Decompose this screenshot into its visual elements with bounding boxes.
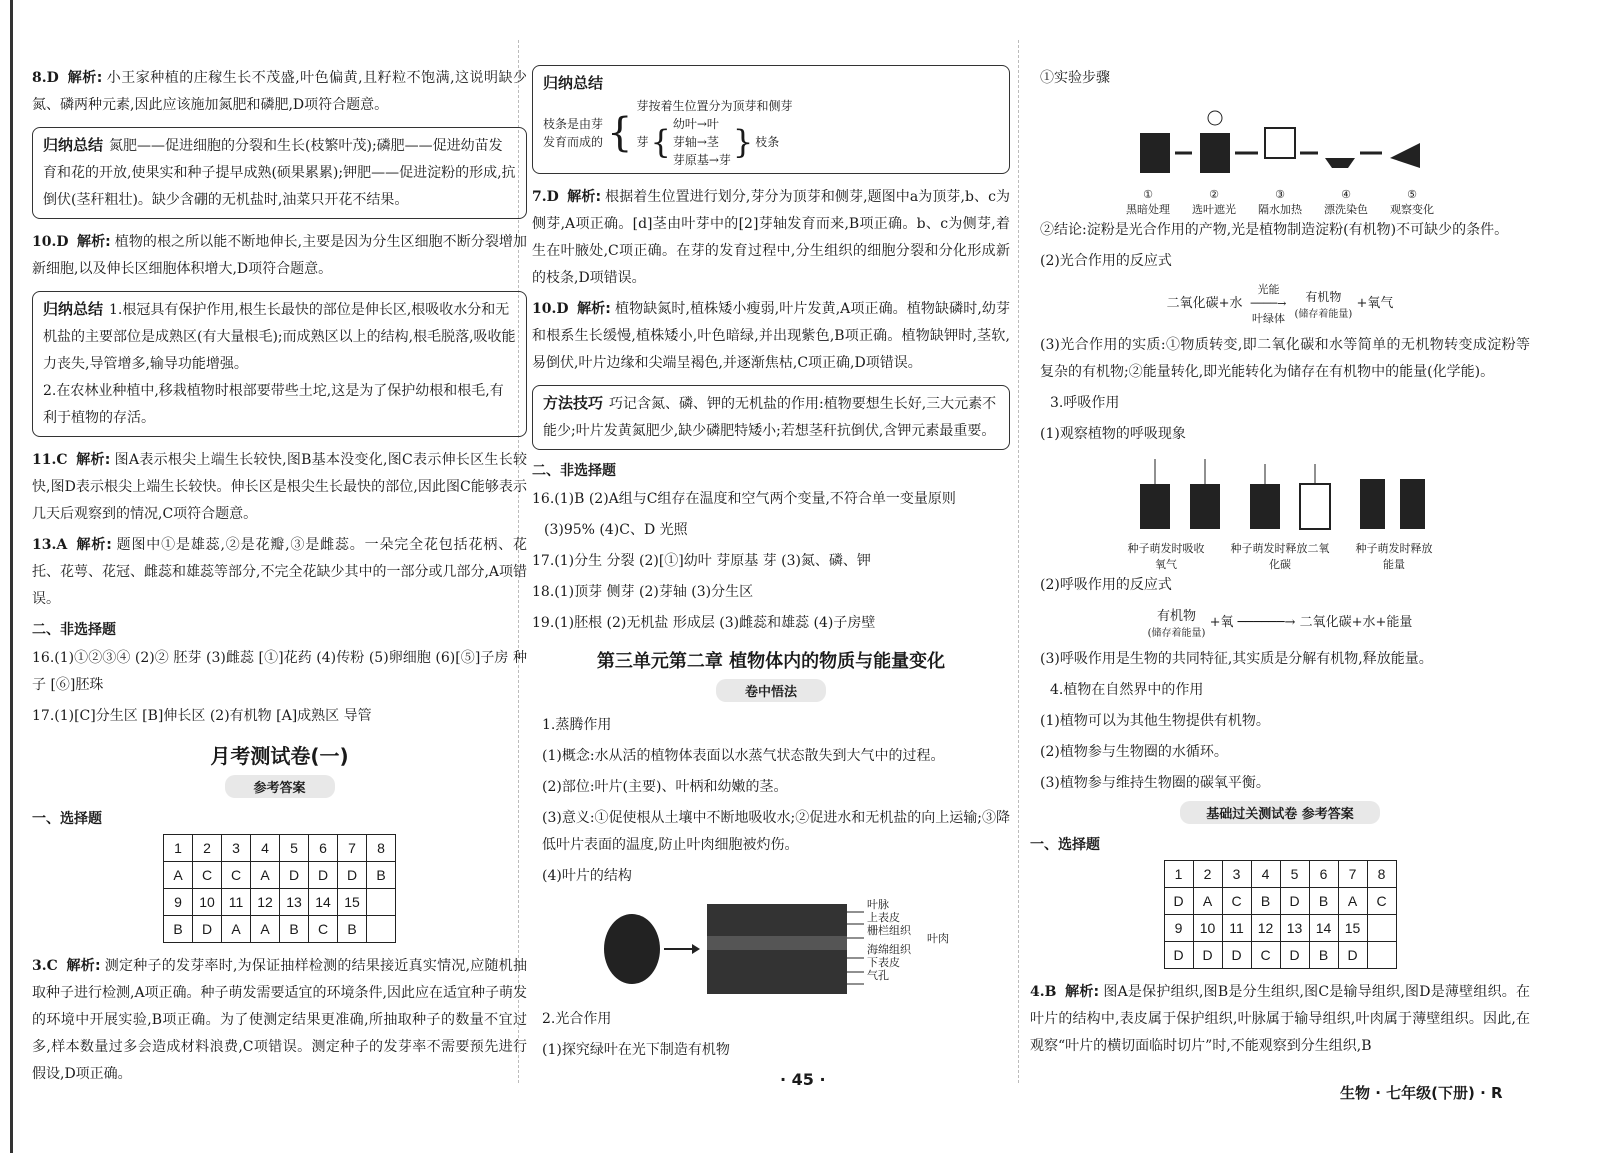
answer-q8: 8.D 解析: 小王家种植的庄稼生长不茂盛,叶色偏黄,且籽粒不饱满,这说明缺少氮、磷两种元素,因此应该施加氮肥和磷肥,D项符合题意。 bbox=[32, 70, 527, 113]
topic-line: (4)叶片的结构 bbox=[542, 868, 632, 884]
topic-line: (1)植物可以为其他生物提供有机物。 bbox=[1040, 713, 1270, 729]
binding-edge bbox=[10, 0, 13, 1153]
conclusion: ②结论:淀粉是光合作用的产物,光是植物制造淀粉(有机物)不可缺少的条件。 bbox=[1040, 222, 1509, 238]
column-2 bbox=[532, 65, 1010, 1068]
answer-17: 17.(1)[C]分生区 [B]伸长区 (2)有机物 [A]成熟区 导管 bbox=[32, 708, 372, 724]
leaf-labels: 叶脉 上表皮 栅栏组织 海绵组织 下表皮 气孔 bbox=[867, 898, 911, 982]
column-3 bbox=[1030, 65, 1530, 1064]
section-heading: 二、非选择题 bbox=[532, 463, 616, 479]
plant-pot bbox=[1200, 133, 1230, 173]
page-number: · 45 · bbox=[780, 1070, 826, 1089]
answer-17: 17.(1)分生 分裂 (2)[①]幼叶 芽原基 芽 (3)氮、磷、钾 bbox=[532, 553, 871, 569]
column-1 bbox=[32, 65, 527, 1092]
method-banner: 卷中悟法 bbox=[716, 679, 826, 702]
answer-banner: 基础过关测试卷 参考答案 bbox=[1180, 801, 1380, 824]
answer-table: 1 2 3 4 5 6 7 8 A C C A D D D B 9 10 11 12 13 14 15 B D A A B C B bbox=[163, 834, 396, 943]
answer-q4: 4.B 解析: 图A是保护组织,图B是分生组织,图C是输导组织,图D是薄壁组织。在叶片的结构中,表皮属于保护组织,叶脉属于输导组织,叶肉属于薄壁组织。因此,在观察“叶片的横切面临时切片”时,不能观察到分生组织,B bbox=[1030, 984, 1531, 1054]
jar bbox=[1140, 484, 1170, 529]
beaker bbox=[1265, 128, 1295, 158]
topic-line: (2)光合作用的反应式 bbox=[1040, 253, 1172, 269]
sun-icon bbox=[1208, 111, 1222, 125]
answer-q10: 10.D 解析: 植物缺氮时,植株矮小瘦弱,叶片发黄,A项正确。植物缺磷时,幼芽和根系生长缓慢,植株矮小,叶色暗绿,并出现紫色,B项正确。植物缺钾时,茎软,易倒伏,叶片边缘和尖端呈褐色,并逐渐焦枯,C项正确,D项错误。 bbox=[532, 301, 1010, 371]
answer-q10: 10.D 解析: 植物的根之所以能不断地伸长,主要是因为分生区细胞不断分裂增加新细胞,以及伸长区细胞体积增大,D项符合题意。 bbox=[32, 234, 527, 277]
experiment-steps-diagram bbox=[1120, 98, 1440, 188]
exam-title: 月考测试卷(一) bbox=[210, 744, 349, 768]
topic-line: (3)呼吸作用是生物的共同特征,其实质是分解有机物,释放能量。 bbox=[1040, 651, 1433, 667]
topic-line: (3)意义:①促使根从土壤中不断地吸收水;②促进水和无机盐的向上运输;③降低叶片表面的温度,防止叶肉细胞被灼伤。 bbox=[542, 810, 1010, 853]
topic-line: (1)探究绿叶在光下制造有机物 bbox=[542, 1042, 730, 1058]
respiration-diagram bbox=[1120, 454, 1440, 534]
leaf-shape bbox=[604, 914, 660, 984]
answer-q13: 13.A 解析: 题图中①是雄蕊,②是花瓣,③是雌蕊。一朵完全花包括花柄、花托、花萼、花冠、雌蕊和雄蕊等部分,不完全花缺少其中的一部分或几部分,A项错误。 bbox=[32, 537, 528, 607]
answer-q3: 3.C 解析: 测定种子的发芽率时,为保证抽样检测的结果接近真实情况,应随机抽取种子进行检测,A项正确。种子萌发需要适宜的环境条件,因此应在适宜种子萌发的环境中开展实验,B项正确。为了使测定结果更准确,所抽取种子的数量不宜过多,样本数量过多会造成材料浪费,C项错误。测定种子的发芽率不需要预先进行假设,D项正确。 bbox=[32, 958, 528, 1082]
answer-18: 18.(1)顶芽 侧芽 (2)芽轴 (3)分生区 bbox=[532, 584, 754, 600]
jar bbox=[1190, 484, 1220, 529]
section-heading: 一、选择题 bbox=[1030, 837, 1100, 853]
brace: { bbox=[607, 110, 633, 156]
mesophyll-label: 叶肉 bbox=[927, 932, 949, 945]
jar bbox=[1250, 484, 1280, 529]
bud-structure: 芽按着生位置分为顶芽和侧芽 芽 { 幼叶→叶 芽轴→茎 芽原基→芽 } 枝条 bbox=[636, 99, 793, 167]
leaf-result bbox=[1390, 143, 1420, 168]
chapter-title: 第三单元第二章 植物体内的物质与能量变化 bbox=[596, 651, 946, 672]
topic-line: (2)呼吸作用的反应式 bbox=[1040, 577, 1172, 593]
column-divider bbox=[1018, 40, 1019, 1083]
method-box: 方法技巧 巧记含氮、磷、钾的无机盐的作用:植物要想生长好,三大元素不能少;叶片发黄氮肥少,缺少磷肥特矮小;若想茎秆抗倒伏,含钾元素最重要。 bbox=[532, 385, 1010, 450]
answer-16-cont: (3)95% (4)C、D 光照 bbox=[544, 522, 688, 538]
summary-box: 归纳总结 1.根冠具有保护作用,根生长最快的部位是伸长区,根吸收水分和无机盐的主要部位是成熟区(有大量根毛);而成熟区以上的结构,根毛脱落,吸收能力丧失,导管增多,输导功能增强。 2.在农林业种植中,移栽植物时根部要带些土坨,这是为了保护幼根和根毛,有利于植物的存活。 bbox=[32, 291, 527, 437]
summary-box: 归纳总结 氮肥——促进细胞的分裂和生长(枝繁叶茂);磷肥——促进幼苗发育和花的开放,使果实和种子提早成熟(硕果累累);钾肥——促进淀粉的形成,抗倒伏(茎秆粗壮)。缺少含硼的无机盐时,油菜只开花不结果。 bbox=[32, 127, 527, 219]
answer-16: 16.(1)①②③④ (2)② 胚芽 (3)雌蕊 [①]花药 (4)传粉 (5)卵细胞 (6)[⑤]子房 种子 [⑥]胚珠 bbox=[32, 650, 527, 693]
topic-line: (2)部位:叶片(主要)、叶柄和幼嫩的茎。 bbox=[542, 779, 788, 795]
topic-heading: 3.呼吸作用 bbox=[1050, 395, 1120, 411]
topic-line: (2)植物参与生物圈的水循环。 bbox=[1040, 744, 1228, 760]
topic-heading: 4.植物在自然界中的作用 bbox=[1050, 682, 1204, 698]
topic-line: (3)植物参与维持生物圈的碳氧平衡。 bbox=[1040, 775, 1270, 791]
topic-line: (1)概念:水从活的植物体表面以水蒸气状态散失到大气中的过程。 bbox=[542, 748, 945, 764]
plant-pot bbox=[1140, 133, 1170, 173]
answer-16: 16.(1)B (2)A组与C组存在温度和空气两个变量,不符合单一变量原则 bbox=[532, 491, 956, 507]
summary-box: 归纳总结 枝条是由芽 发育而成的 { 芽按着生位置分为顶芽和侧芽 芽 { 幼叶→叶 芽轴→茎 芽原基→芽 } 枝条 bbox=[532, 65, 1010, 174]
flask bbox=[1400, 479, 1425, 529]
branch-origin-text: 枝条是由芽 发育而成的 bbox=[543, 117, 604, 149]
arrow-head bbox=[692, 944, 700, 954]
jar bbox=[1300, 484, 1330, 529]
answer-q11: 11.C 解析: 图A表示根尖上端生长较快,图B基本没变化,图C表示伸长区生长较快,图D表示根尖上端生长较快。伸长区是根尖生长最快的部位,因此图C能够表示几天后观察到的情况,C项符合题意。 bbox=[32, 452, 527, 522]
dish bbox=[1325, 158, 1355, 168]
answer-19: 19.(1)胚根 (2)无机盐 形成层 (3)雌蕊和雄蕊 (4)子房壁 bbox=[532, 615, 876, 631]
section-heading: 二、非选择题 bbox=[32, 622, 116, 638]
answer-banner: 参考答案 bbox=[225, 775, 335, 798]
answer-table: 1 2 3 4 5 6 7 8 D A C B D B A C 9 10 11 12 13 14 15 D D D C D B D bbox=[1164, 860, 1397, 969]
respiration-formula: 有机物 (储存着能量) +氧 ──────→ 二氧化碳+水+能量 bbox=[1147, 609, 1413, 639]
step-labels: ① 黑暗处理 ② 选叶遮光 ③ 隔水加热 ④ 漂洗染色 ⑤ 观察变化 bbox=[1126, 188, 1434, 216]
subject-label: 生物 · 七年级(下册) · R bbox=[1340, 1084, 1503, 1102]
respiration-labels: 种子萌发时吸收氧气 种子萌发时释放二氧化碳 种子萌发时释放能量 bbox=[1127, 542, 1433, 571]
answer-q7: 7.D 解析: 根据着生位置进行划分,芽分为顶芽和侧芽,题图中a为顶芽,b、c为侧芽,A项正确。[d]茎由叶芽中的[2]芽轴发育而来,B项正确。b、c为侧芽,着生在叶腋处,C项正确。在芽的发育过程中,分生组织的细胞分裂和分化形成新的枝条,D项错误。 bbox=[532, 189, 1010, 286]
steps-heading: ①实验步骤 bbox=[1040, 70, 1110, 86]
leaf-structure-figure bbox=[532, 894, 1010, 1006]
photosynthesis-formula: 二氧化碳+水 光能 ────→ 叶绿体 有机物 (储存着能量) +氧气 bbox=[1166, 283, 1394, 325]
flask bbox=[1360, 479, 1385, 529]
section-heading: 一、选择题 bbox=[32, 811, 102, 827]
topic-heading: 2.光合作用 bbox=[542, 1011, 612, 1027]
essence: (3)光合作用的实质:①物质转变,即二氧化碳和水等简单的无机物转变成淀粉等复杂的有机物;②能量转化,即光能转化为储存在有机物中的能量(化学能)。 bbox=[1040, 337, 1530, 380]
topic-line: (1)观察植物的呼吸现象 bbox=[1040, 426, 1186, 442]
topic-heading: 1.蒸腾作用 bbox=[542, 717, 612, 733]
